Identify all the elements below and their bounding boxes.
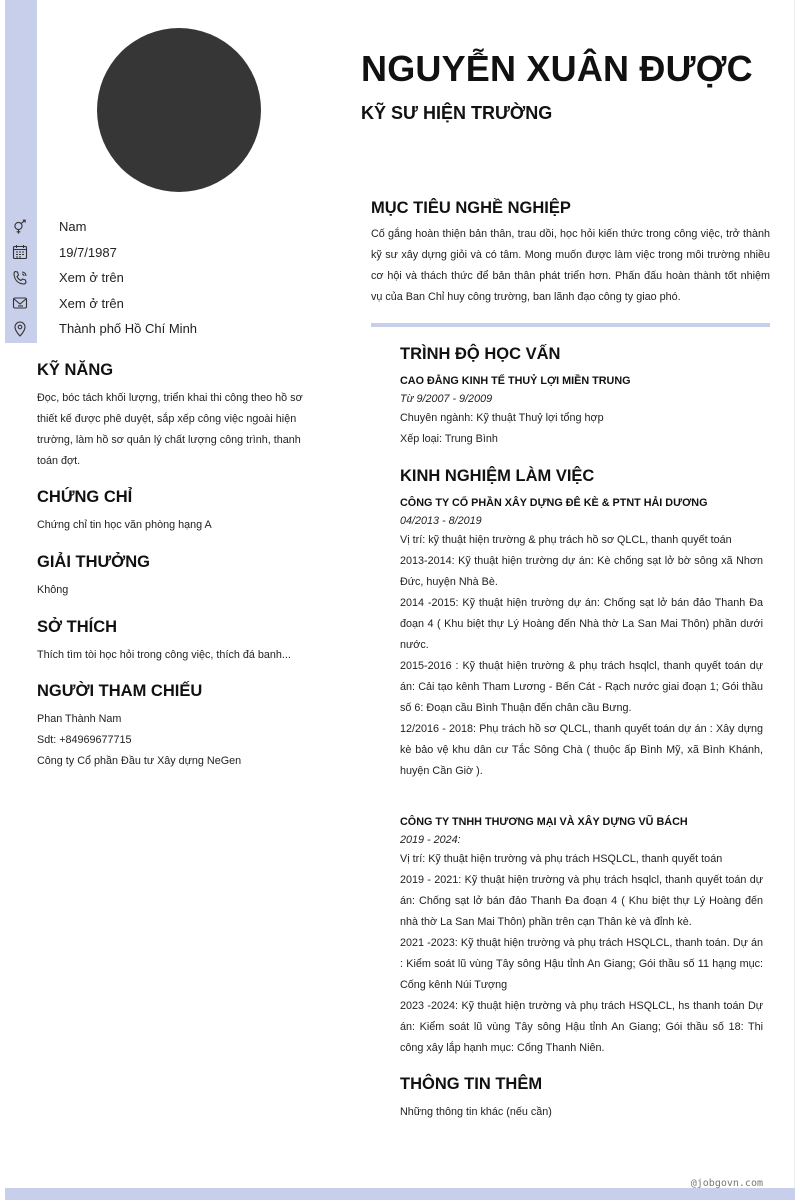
hobbies-text: Thích tìm tòi học hỏi trong công việc, thích đá banh... bbox=[37, 649, 291, 661]
references-section bbox=[37, 682, 317, 772]
job-1-line-4: 2015-2016 : Kỹ thuật hiện trường & phụ trách hsqlcl, thanh quyết toán dự án: Cải tạo kênh Tham Lương - Bến Cát - Rạch nước giai đoạn 1; Gói thầu số 6: Đoạn cầu Bình Thuận đến chân cầu Bưng. bbox=[400, 660, 763, 714]
objective-section bbox=[371, 199, 770, 308]
certificates-section bbox=[37, 488, 317, 536]
job-2-line-4: 2023 -2024: Kỹ thuật hiện trường và phụ trách HSQLCL, hs thanh toán Dự án: Kiểm soát lũ vùng Tây sông Hậu tỉnh An Giang; Gói thầu số 18: Thi công xây lắp hạnh mục: Cống Thanh Niên. bbox=[400, 1000, 763, 1054]
phone-icon bbox=[11, 269, 29, 287]
objective-text: Cố gắng hoàn thiện bản thân, trau dồi, học hỏi kiến thức trong công việc, trở thành kỹ sư xây dựng giỏi và có tâm. Mong muốn được làm việc trong môi trường nhiều cơ hội và thách thức để bản thân phát triển hơn. Phấn đấu hoàn thành tốt nhiệm vụ của Ban Chỉ huy công trường, ban lãnh đạo công ty giao phó. bbox=[371, 228, 770, 303]
contact-birthday bbox=[11, 240, 331, 266]
job-1-period: 04/2013 - 8/2019 bbox=[400, 515, 482, 527]
calendar-icon bbox=[11, 243, 29, 261]
education-school: CAO ĐẲNG KINH TẾ THUỶ LỢI MIỀN TRUNG bbox=[400, 375, 631, 387]
phone-value: Xem ở trên bbox=[59, 270, 124, 286]
certificates-title: CHỨNG CHỈ bbox=[37, 488, 133, 506]
job-2-line-3: 2021 -2023: Kỹ thuật hiện trường và phụ trách HSQLCL, thanh toán. Dự án : Kiểm soát lũ vùng Tây sông Hậu tỉnh An Giang; Gói thầu số 11 hạng mục: Cống kênh Núi Tượng bbox=[400, 937, 763, 991]
extra-text: Những thông tin khác (nếu cần) bbox=[400, 1106, 552, 1118]
hobbies-title: SỞ THÍCH bbox=[37, 618, 118, 636]
awards-section bbox=[37, 553, 317, 601]
avatar bbox=[97, 28, 261, 192]
hobbies-section bbox=[37, 618, 317, 666]
references-title: NGƯỜI THAM CHIẾU bbox=[37, 682, 203, 700]
awards-title: GIẢI THƯỞNG bbox=[37, 553, 151, 571]
gender-value: Nam bbox=[59, 219, 87, 235]
job-1-line-3: 2014 -2015: Kỹ thuật hiện trường dự án: Chống sạt lở bán đảo Thanh Đa đoạn 4 ( Khu biệt thự Lý Hoàng đến Nhà thờ La San Mai Thôn) phần dưới nước. bbox=[400, 597, 763, 651]
awards-text: Không bbox=[37, 584, 69, 596]
contact-phone bbox=[11, 265, 331, 291]
extra-section bbox=[400, 1075, 763, 1123]
watermark: @jobgovn.com bbox=[690, 1178, 763, 1189]
experience-title: KINH NGHIỆM LÀM VIỆC bbox=[400, 467, 595, 485]
contact-info bbox=[11, 214, 331, 342]
job-2-line-2: 2019 - 2021: Kỹ thuật hiện trường và phụ trách hsqlcl, thanh quyết toán dự án: Chống sạt lở bán đảo Thanh Đa đoạn 4 ( Khu biệt thự Lý Hoàng đến nhà thờ La San Mai Thôn) phần trên cạn Thân kè và đỉnh kè. bbox=[400, 874, 763, 928]
education-major: Chuyên ngành: Kỹ thuật Thuỷ lợi tổng hợp bbox=[400, 412, 604, 424]
candidate-name: NGUYỄN XUÂN ĐƯỢC bbox=[361, 48, 753, 89]
reference-name: Phan Thành Nam bbox=[37, 713, 122, 725]
experience-job-2 bbox=[400, 813, 763, 1059]
skills-title: KỸ NĂNG bbox=[37, 361, 114, 379]
objective-title: MỤC TIÊU NGHỀ NGHIỆP bbox=[371, 199, 571, 217]
experience-section bbox=[400, 467, 763, 782]
education-grade: Xếp loại: Trung Bình bbox=[400, 433, 498, 445]
email-icon bbox=[11, 294, 29, 312]
job-1-line-5: 12/2016 - 2018: Phụ trách hồ sơ QLCL, thanh quyết toán dự án : Xây dựng kè bảo vệ khu dân cư Tắc Sông Chà ( thuộc ấp Bình Mỹ, xã Bình Khánh, huyện Cần Giờ ). bbox=[400, 723, 763, 777]
job-2-period: 2019 - 2024: bbox=[400, 834, 461, 846]
education-period: Từ 9/2007 - 9/2009 bbox=[400, 393, 493, 405]
certificates-text: Chứng chỉ tin học văn phòng hạng A bbox=[37, 519, 212, 531]
birthday-value: 19/7/1987 bbox=[59, 244, 117, 260]
job-2-line-1: Vị trí: Kỹ thuật hiện trường và phụ trách HSQLCL, thanh quyết toán bbox=[400, 853, 723, 865]
job-2-company: CÔNG TY TNHH THƯƠNG MẠI VÀ XÂY DỰNG VŨ BÁCH bbox=[400, 816, 688, 828]
email-value: Xem ở trên bbox=[59, 295, 124, 311]
skills-section bbox=[37, 361, 317, 472]
contact-gender bbox=[11, 214, 331, 240]
job-title: KỸ SƯ HIỆN TRƯỜNG bbox=[361, 103, 553, 123]
contact-email bbox=[11, 291, 331, 317]
right-edge-line bbox=[794, 0, 795, 1188]
bottom-accent-strip bbox=[5, 1188, 795, 1200]
job-1-line-1: Vị trí: kỹ thuật hiện trường & phụ trách hồ sơ QLCL, thanh quyết toán bbox=[400, 534, 732, 546]
job-1-line-2: 2013-2014: Kỹ thuật hiện trường dự án: Kè chống sạt lở bờ sông xã Nhơn Đức, huyện Nhà Bè. bbox=[400, 555, 763, 588]
skills-text: Đọc, bóc tách khối lượng, triển khai thi công theo hồ sơ thiết kế được phê duyệt, sắp xếp công việc ngoài hiện trường, làm hồ sơ quản lý chất lượng công trình, thanh toán đợt. bbox=[37, 392, 303, 467]
location-value: Thành phố Hồ Chí Minh bbox=[59, 321, 198, 337]
gender-icon bbox=[11, 218, 29, 236]
education-section bbox=[400, 345, 763, 450]
reference-company: Công ty Cổ phần Đầu tư Xây dựng NeGen bbox=[37, 755, 242, 767]
extra-title: THÔNG TIN THÊM bbox=[400, 1075, 543, 1093]
contact-location bbox=[11, 316, 331, 342]
job-1-company: CÔNG TY CỔ PHẦN XÂY DỰNG ĐÊ KÈ & PTNT HẢI DƯƠNG bbox=[400, 497, 708, 509]
location-icon bbox=[11, 320, 29, 338]
reference-phone: Sdt: +84969677715 bbox=[37, 734, 132, 746]
experience-job-1 bbox=[400, 494, 763, 782]
objective-divider bbox=[371, 323, 770, 327]
education-title: TRÌNH ĐỘ HỌC VẤN bbox=[400, 345, 561, 363]
